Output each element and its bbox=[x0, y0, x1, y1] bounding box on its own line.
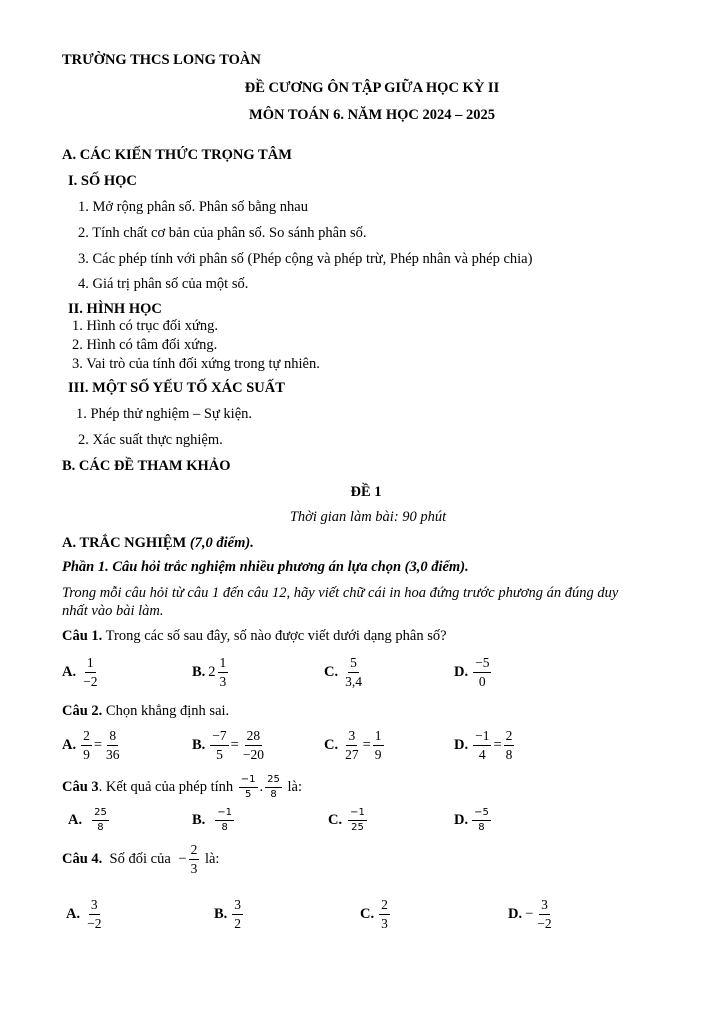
list-item: 4. Giá trị phân số của một số. bbox=[78, 276, 249, 292]
fraction bbox=[189, 842, 200, 876]
option-label: D. bbox=[454, 736, 469, 753]
mc-heading bbox=[62, 535, 254, 552]
question-text-end: là: bbox=[201, 850, 220, 867]
fraction bbox=[343, 655, 364, 689]
fraction bbox=[373, 728, 384, 762]
minus-sign: − bbox=[178, 850, 187, 867]
denominator: 8 bbox=[97, 821, 104, 833]
numerator: 1 bbox=[218, 655, 229, 673]
question-text: Số đối của bbox=[102, 850, 175, 867]
fraction bbox=[81, 728, 92, 762]
option-label: C. bbox=[328, 811, 343, 828]
multiply-dot: . bbox=[259, 778, 264, 795]
denominator: 5 bbox=[244, 788, 252, 800]
option-label: D. bbox=[454, 811, 469, 828]
denominator: 2 bbox=[234, 915, 242, 931]
fraction bbox=[232, 897, 243, 931]
exam-time: Thời gian làm bài: 90 phút bbox=[289, 509, 447, 525]
q3-option-d bbox=[454, 807, 493, 833]
list-item: 2. Tính chất cơ bản của phân số. So sánh phân số. bbox=[78, 225, 367, 241]
numerator: −7 bbox=[210, 728, 228, 746]
q4-option-d bbox=[508, 897, 556, 931]
denominator: −2 bbox=[83, 673, 98, 689]
numerator: −5 bbox=[472, 807, 491, 821]
option-label: A. bbox=[62, 736, 77, 753]
fraction bbox=[535, 897, 553, 931]
denominator: 8 bbox=[505, 746, 513, 762]
q3-option-a bbox=[68, 807, 111, 833]
numerator: 2 bbox=[189, 842, 200, 860]
fraction bbox=[473, 728, 491, 762]
numerator: 25 bbox=[265, 774, 282, 788]
fraction bbox=[343, 728, 361, 762]
numerator: 2 bbox=[504, 728, 515, 746]
fraction bbox=[104, 728, 122, 762]
denominator: 3,4 bbox=[345, 673, 362, 689]
q3-option-b bbox=[192, 807, 236, 833]
denominator: 8 bbox=[478, 821, 485, 833]
q3-option-c bbox=[328, 807, 369, 833]
fraction bbox=[379, 897, 390, 931]
q2-option-d bbox=[454, 728, 516, 762]
section-a-heading: A. CÁC KIẾN THỨC TRỌNG TÂM bbox=[62, 147, 292, 163]
q4-option-a bbox=[66, 897, 105, 931]
option-label: A. bbox=[66, 905, 81, 922]
question-text-end: là: bbox=[283, 778, 303, 795]
denominator: 25 bbox=[351, 821, 364, 833]
option-label: B. bbox=[214, 905, 228, 922]
numerator: 28 bbox=[245, 728, 263, 746]
question-label: Câu 3 bbox=[62, 778, 99, 795]
fraction bbox=[473, 655, 491, 689]
denominator: 5 bbox=[216, 746, 223, 762]
denominator: −20 bbox=[242, 746, 264, 762]
option-label: B. bbox=[192, 663, 206, 680]
denominator: 3 bbox=[219, 673, 227, 689]
question-4 bbox=[62, 842, 219, 876]
q4-option-b bbox=[214, 897, 245, 931]
numerator: 3 bbox=[346, 728, 357, 746]
numerator: −1 bbox=[473, 728, 491, 746]
option-label: C. bbox=[324, 736, 339, 753]
q2-option-c bbox=[324, 728, 386, 762]
list-item: 1. Mở rộng phân số. Phân số bằng nhau bbox=[78, 199, 308, 215]
equals-sign: = bbox=[362, 736, 371, 753]
fraction bbox=[241, 728, 266, 762]
fraction bbox=[472, 807, 491, 833]
numerator: 5 bbox=[348, 655, 359, 673]
mixed-number bbox=[208, 655, 230, 689]
section-algebra-heading: I. SỐ HỌC bbox=[68, 173, 137, 189]
option-label: B. bbox=[192, 736, 206, 753]
denominator: 9 bbox=[83, 746, 90, 762]
numerator: 8 bbox=[107, 728, 118, 746]
minus-sign: − bbox=[525, 905, 534, 922]
fraction bbox=[265, 774, 282, 800]
option-label: A. bbox=[62, 663, 77, 680]
denominator: 4 bbox=[478, 746, 486, 762]
q1-option-c bbox=[324, 655, 366, 689]
fraction bbox=[218, 655, 229, 689]
numerator: −1 bbox=[239, 774, 258, 788]
numerator: 3 bbox=[539, 897, 550, 915]
option-label: C. bbox=[360, 905, 375, 922]
list-item: 2. Xác suất thực nghiệm. bbox=[78, 432, 223, 448]
fraction bbox=[239, 774, 258, 800]
q4-option-c bbox=[360, 897, 392, 931]
q2-option-a bbox=[62, 728, 124, 762]
question-text: . Kết quả của phép tính bbox=[98, 778, 237, 795]
option-label: B. bbox=[192, 811, 206, 828]
fraction bbox=[210, 728, 228, 762]
denominator: 0 bbox=[478, 673, 486, 689]
denominator: 9 bbox=[374, 746, 382, 762]
numerator: −1 bbox=[215, 807, 234, 821]
numerator: 3 bbox=[89, 897, 100, 915]
instructions-line2: nhất vào bài làm. bbox=[62, 603, 164, 619]
mc-heading-label: A. TRẮC NGHIỆM bbox=[62, 535, 190, 551]
list-item: 1. Phép thử nghiệm – Sự kiện. bbox=[76, 406, 253, 422]
fraction bbox=[348, 807, 367, 833]
question-text: Trong các số sau đây, số nào được viết dưới dạng phân số? bbox=[102, 628, 447, 644]
option-label: D. bbox=[508, 905, 523, 922]
q1-option-b bbox=[192, 655, 230, 689]
denominator: 27 bbox=[345, 746, 359, 762]
exam-title: ĐỀ 1 bbox=[350, 484, 382, 500]
equals-sign: = bbox=[493, 736, 502, 753]
question-text: Chọn khẳng định sai. bbox=[102, 703, 230, 719]
q2-option-b bbox=[192, 728, 268, 762]
numerator: 1 bbox=[85, 655, 96, 673]
doc-subtitle: MÔN TOÁN 6. NĂM HỌC 2024 – 2025 bbox=[249, 107, 495, 123]
q1-option-d bbox=[454, 655, 493, 689]
numerator: −5 bbox=[473, 655, 491, 673]
denominator: 8 bbox=[270, 788, 277, 800]
option-label: A. bbox=[68, 811, 83, 828]
question-1 bbox=[62, 628, 447, 645]
school-name: TRƯỜNG THCS LONG TOÀN bbox=[62, 52, 261, 68]
fraction bbox=[504, 728, 515, 762]
denominator: 3 bbox=[190, 860, 198, 876]
numerator: 2 bbox=[81, 728, 92, 746]
part1-heading: Phần 1. Câu hỏi trắc nghiệm nhiều phương án lựa chọn (3,0 điểm). bbox=[62, 559, 469, 575]
denominator: 3 bbox=[381, 915, 388, 931]
question-3 bbox=[62, 774, 302, 800]
question-label: Câu 1. bbox=[62, 628, 103, 644]
fraction bbox=[81, 655, 99, 689]
question-label: Câu 2. bbox=[62, 703, 103, 719]
denominator: 36 bbox=[106, 746, 120, 762]
list-item: 1. Hình có trục đối xứng. bbox=[72, 318, 218, 334]
list-item: 3. Các phép tính với phân số (Phép cộng và phép trừ, Phép nhân và phép chia) bbox=[78, 251, 533, 267]
fraction bbox=[85, 897, 103, 931]
section-b-heading: B. CÁC ĐỀ THAM KHẢO bbox=[62, 458, 231, 474]
list-item: 2. Hình có tâm đối xứng. bbox=[72, 337, 218, 353]
denominator: −2 bbox=[87, 915, 102, 931]
numerator: 3 bbox=[232, 897, 243, 915]
mc-heading-points: (7,0 điểm). bbox=[189, 535, 254, 551]
equals-sign: = bbox=[93, 736, 103, 753]
fraction bbox=[215, 807, 234, 833]
numerator: −1 bbox=[348, 807, 367, 821]
numerator: 2 bbox=[379, 897, 390, 915]
numerator: 1 bbox=[373, 728, 384, 746]
list-item: 3. Vai trò của tính đối xứng trong tự nhiên. bbox=[72, 356, 320, 372]
denominator: 8 bbox=[221, 821, 228, 833]
q1-option-a bbox=[62, 655, 101, 689]
option-label: C. bbox=[324, 663, 339, 680]
doc-title: ĐỀ CƯƠNG ÔN TẬP GIỮA HỌC KỲ II bbox=[244, 80, 500, 96]
section-probability-heading: III. MỘT SỐ YẾU TỐ XÁC SUẤT bbox=[68, 380, 285, 396]
denominator: −2 bbox=[537, 915, 552, 931]
equals-sign: = bbox=[230, 736, 239, 753]
numerator: 25 bbox=[92, 807, 109, 821]
instructions-line1: Trong mỗi câu hỏi từ câu 1 đến câu 12, hãy viết chữ cái in hoa đứng trước phương án đúng duy bbox=[62, 585, 619, 601]
section-geometry-heading: II. HÌNH HỌC bbox=[68, 301, 162, 317]
fraction bbox=[92, 807, 109, 833]
question-2 bbox=[62, 703, 229, 720]
whole-part: 2 bbox=[208, 663, 216, 680]
question-label: Câu 4. bbox=[62, 850, 103, 867]
option-label: D. bbox=[454, 663, 469, 680]
